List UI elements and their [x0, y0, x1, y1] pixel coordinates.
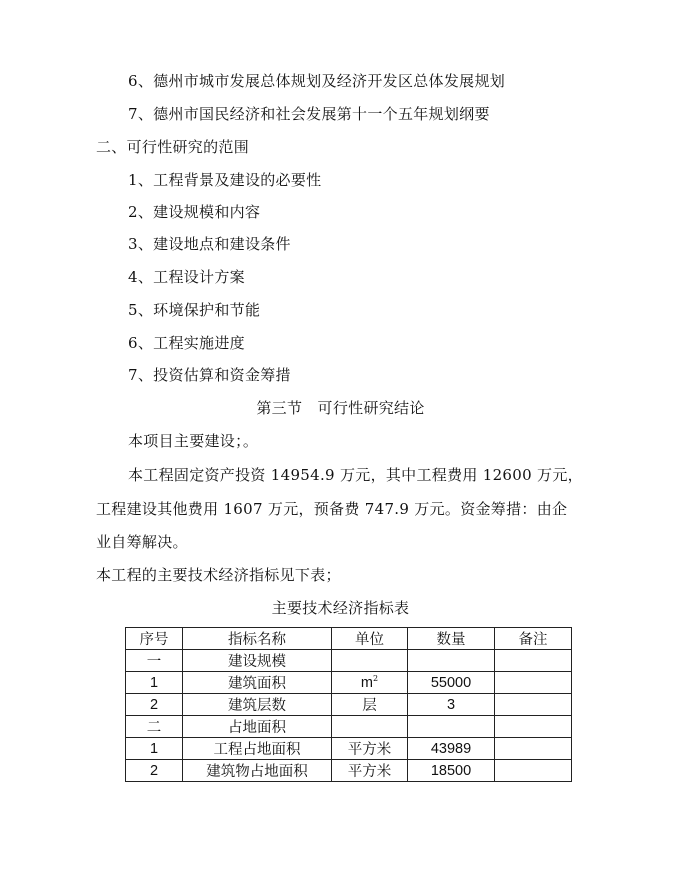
- cell-name: 建筑层数: [183, 694, 332, 716]
- basis-item-6: 6、德州市城市发展总体规划及经济开发区总体发展规划: [128, 72, 506, 90]
- cell-unit: 平方米: [332, 738, 408, 760]
- cell-no: 1: [126, 738, 183, 760]
- cell-note: [495, 650, 572, 672]
- table-row: [126, 672, 572, 694]
- investment-paragraph-line-3: 业自筹解决。: [96, 533, 188, 551]
- header-no: 序号: [126, 628, 183, 650]
- table-title: 主要技术经济指标表: [271, 599, 410, 617]
- investment-paragraph-line-2: 工程建设其他费用 1607 万元，预备费 747.9 万元。资金筹措：由企: [96, 500, 568, 518]
- cell-unit: [332, 672, 408, 694]
- investment-paragraph-line-1: 本工程固定资产投资 14954.9 万元，其中工程费用 12600 万元，: [128, 466, 583, 484]
- scope-item-2: 2、建设规模和内容: [128, 203, 261, 221]
- cell-unit: 层: [332, 694, 408, 716]
- cell-quantity: 18500: [408, 760, 495, 782]
- scope-item-1: 1、工程背景及建设的必要性: [128, 171, 322, 189]
- scope-heading: 二、可行性研究的范围: [96, 138, 250, 156]
- unit-superscript: 2: [373, 674, 379, 684]
- cell-no: 1: [126, 672, 183, 694]
- cell-name: 占地面积: [183, 716, 332, 738]
- cell-quantity: [408, 716, 495, 738]
- scope-item-5: 5、环境保护和节能: [128, 301, 261, 319]
- table-header-row: [126, 628, 572, 650]
- cell-quantity: [408, 650, 495, 672]
- cell-note: [495, 694, 572, 716]
- cell-name: 建设规模: [183, 650, 332, 672]
- cell-no: 2: [126, 760, 183, 782]
- header-quantity: 数量: [408, 628, 495, 650]
- unit-text: m: [360, 674, 373, 691]
- cell-no: 二: [126, 716, 183, 738]
- cell-note: [495, 738, 572, 760]
- cell-note: [495, 672, 572, 694]
- cell-quantity: 3: [408, 694, 495, 716]
- section-title: 第三节 可行性研究结论: [256, 399, 425, 417]
- cell-no: 2: [126, 694, 183, 716]
- main-construction-paragraph: 本项目主要建设；。: [128, 432, 259, 450]
- cell-name: 建筑面积: [183, 672, 332, 694]
- header-unit: 单位: [332, 628, 408, 650]
- scope-item-6: 6、工程实施进度: [128, 334, 245, 352]
- table-row: [126, 760, 572, 782]
- cell-no: 一: [126, 650, 183, 672]
- cell-unit: 平方米: [332, 760, 408, 782]
- scope-item-3: 3、建设地点和建设条件: [128, 235, 291, 253]
- header-note: 备注: [495, 628, 572, 650]
- basis-item-7: 7、德州市国民经济和社会发展第十一个五年规划纲要: [128, 105, 490, 123]
- scope-item-4: 4、工程设计方案: [128, 268, 245, 286]
- table-intro: 本工程的主要技术经济指标见下表；: [96, 566, 341, 584]
- cell-note: [495, 760, 572, 782]
- cell-quantity: 55000: [408, 672, 495, 694]
- table-row: [126, 738, 572, 760]
- header-name: 指标名称: [183, 628, 332, 650]
- cell-unit: [332, 716, 408, 738]
- scope-item-7: 7、投资估算和资金筹措: [128, 366, 291, 384]
- cell-name: 建筑物占地面积: [183, 760, 332, 782]
- cell-quantity: 43989: [408, 738, 495, 760]
- table-row: [126, 694, 572, 716]
- cell-name: 工程占地面积: [183, 738, 332, 760]
- table-row: [126, 716, 572, 738]
- cell-unit: [332, 650, 408, 672]
- indicators-table: [125, 627, 572, 782]
- cell-note: [495, 716, 572, 738]
- table-row: [126, 650, 572, 672]
